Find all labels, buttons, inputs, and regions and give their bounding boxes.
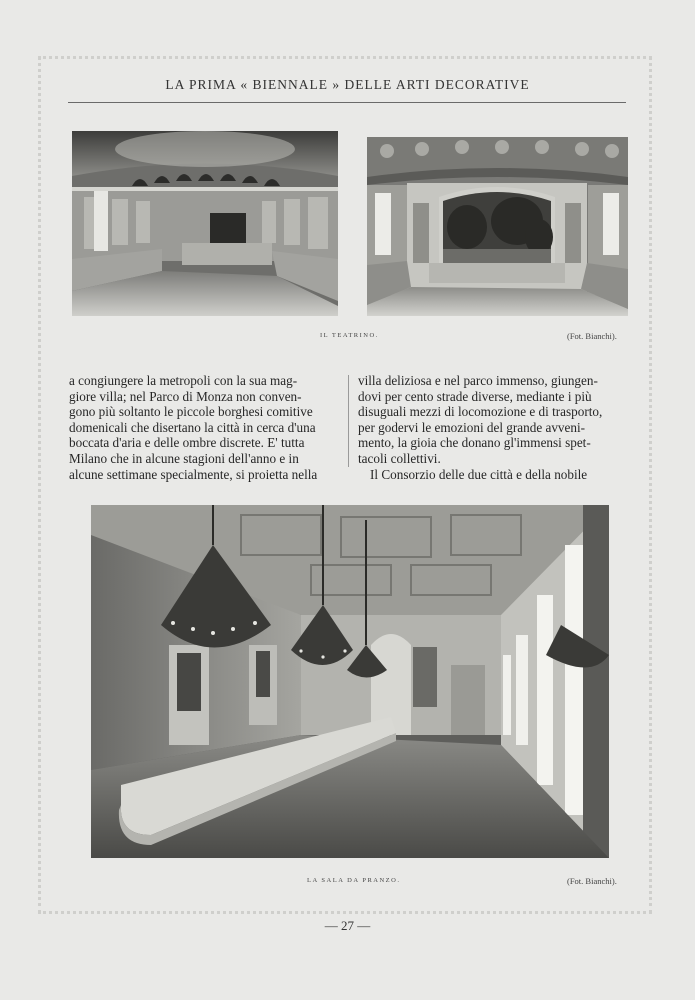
text-line: disuguali mezzi di locomozione e di trasporto,: [358, 404, 603, 420]
photo-sala-da-pranzo: [91, 505, 609, 858]
text-line: tacoli collettivi.: [358, 450, 441, 466]
figure-1-credit: (Fot. Bianchi).: [567, 331, 617, 341]
text-line: alcune settimane specialmente, si proietta nella: [69, 466, 318, 482]
text-line: boccata d'aria e delle ombre discrete. E' tutta: [69, 435, 305, 451]
text-column-right: [358, 373, 628, 482]
text-line: villa deliziosa e nel parco immenso, giungen-: [358, 373, 598, 388]
page-number: — 27 —: [324, 918, 371, 933]
header-rule: [68, 102, 626, 103]
text-line: Milano che in alcune stagioni dell'anno e in: [69, 450, 299, 466]
running-title: LA PRIMA « BIENNALE » DELLE ARTI DECORATIVE: [165, 77, 530, 92]
column-divider: [348, 375, 349, 467]
text-column-left: [69, 373, 341, 482]
figure-2-credit: (Fot. Bianchi).: [567, 876, 617, 886]
text-line: giore villa; nel Parco di Monza non conven-: [69, 388, 302, 404]
text-line: a congiungere la metropoli con la sua mag-: [69, 373, 298, 388]
text-line: dovi per cento strade diverse, mediante i più: [358, 388, 592, 404]
photo-teatrino-right: [367, 137, 628, 316]
text-line: domenicali che disertano la città in cerca d'una: [69, 419, 316, 435]
text-line: per godervi le emozioni del grande avveni-: [358, 419, 586, 435]
photo-teatrino-left: [72, 131, 338, 316]
text-line: gono più soltanto le piccole borghesi comitive: [69, 404, 313, 420]
text-line: mento, la gioia che donano gl'immensi spet-: [358, 435, 591, 451]
figure-1-caption: IL TEATRINO.: [320, 332, 379, 339]
text-line: Il Consorzio delle due città e della nobile: [370, 466, 588, 482]
figure-2-caption: LA SALA DA PRANZO.: [307, 877, 401, 884]
